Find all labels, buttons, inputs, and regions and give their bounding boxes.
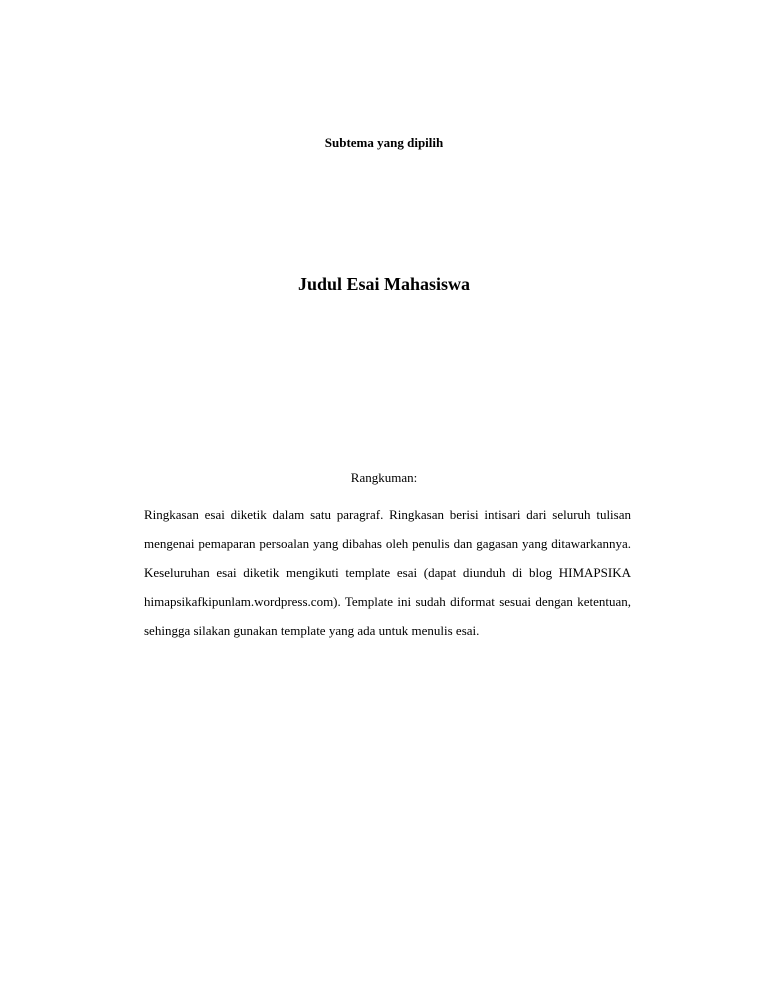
subtheme-heading: Subtema yang dipilih — [324, 135, 444, 150]
essay-title: Judul Esai Mahasiswa — [297, 274, 471, 294]
summary-label: Rangkuman: — [350, 470, 418, 485]
summary-paragraph: Ringkasan esai diketik dalam satu paragraf. Ringkasan berisi intisari dari seluruh tulisan mengenai pemaparan persoalan yang dibahas oleh penulis dan gagasan yang ditawarkannya. Keseluruhan esai diketik mengikuti template esai (dapat diunduh di blog HIMAPSIKA himapsikafkipunlam.wordpress.com). Template ini sudah diformat sesuai dengan ketentuan, sehingga silakan gunakan template yang ada untuk menulis esai. — [144, 507, 631, 638]
